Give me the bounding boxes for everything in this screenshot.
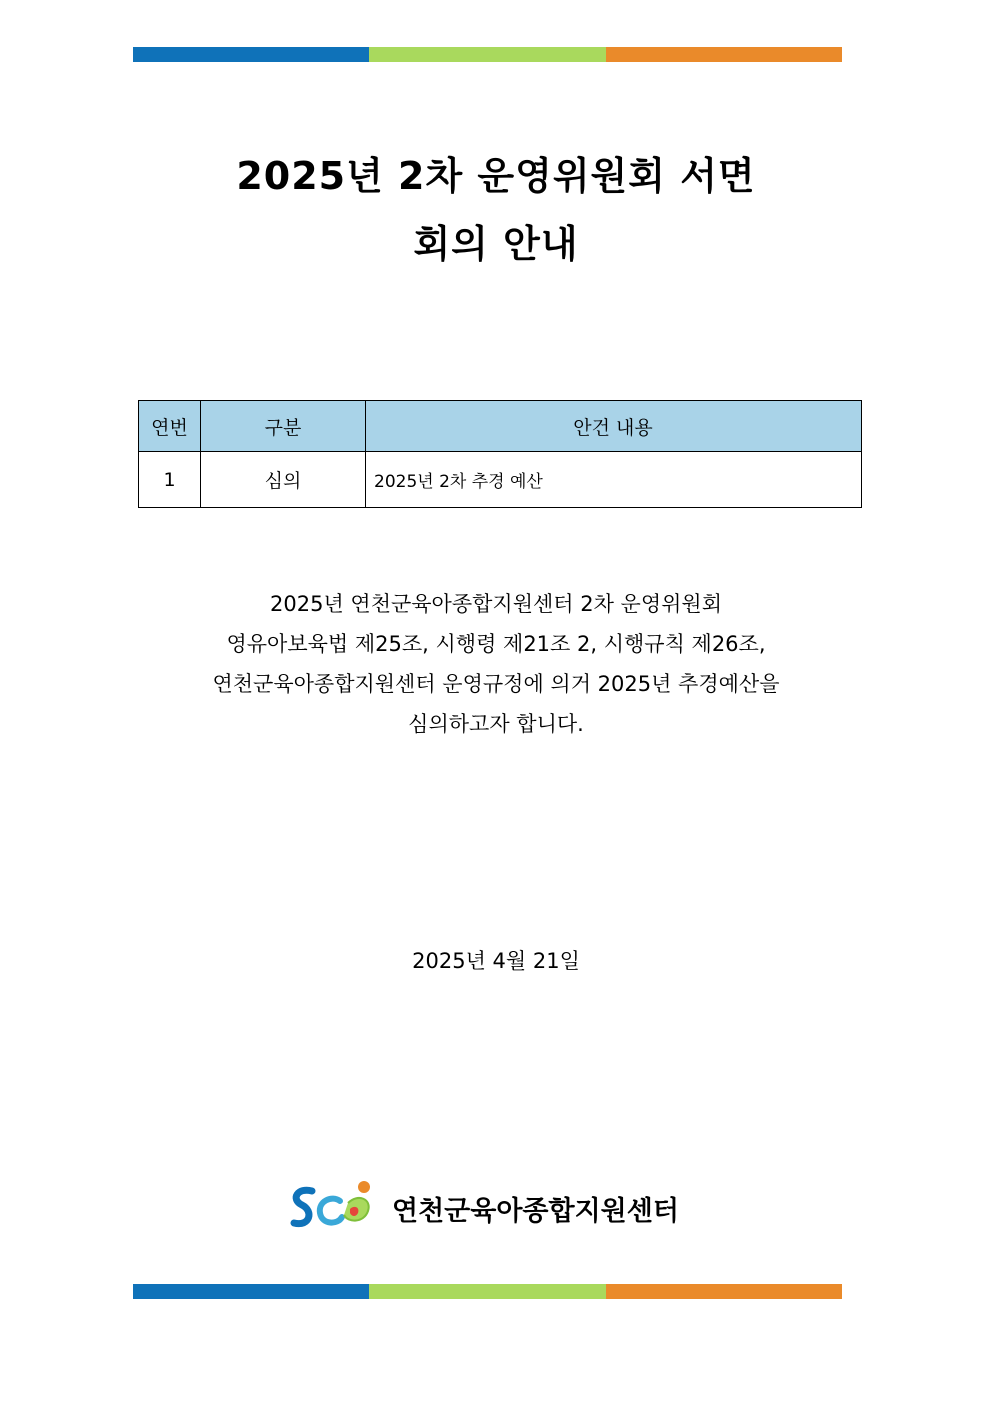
body-paragraph [0, 584, 992, 744]
agenda-table [138, 400, 862, 508]
body-line: 2025년 연천군육아종합지원센터 2차 운영위원회 [270, 592, 722, 616]
center-logo [288, 1177, 688, 1235]
bar-segment-blue [133, 47, 369, 62]
bar-segment-orange [606, 47, 842, 62]
bar-segment-green [369, 1284, 605, 1299]
header-category: 구분 [201, 401, 366, 452]
table-row [139, 452, 862, 508]
bar-segment-blue [133, 1284, 369, 1299]
document-date: 2025년 4월 21일 [412, 949, 580, 973]
center-logo-icon [288, 1177, 378, 1235]
body-line: 영유아보육법 제25조, 시행령 제21조 2, 시행규칙 제26조, [226, 632, 766, 656]
cell-no: 1 [139, 452, 201, 508]
document-title-line2: 회의 안내 [413, 222, 579, 266]
top-color-bar [133, 47, 842, 62]
header-content: 안건 내용 [366, 401, 862, 452]
cell-category: 심의 [201, 452, 366, 508]
body-line: 심의하고자 합니다. [408, 712, 584, 736]
bar-segment-orange [606, 1284, 842, 1299]
center-name: 연천군육아종합지원센터 [392, 1196, 679, 1227]
body-line: 연천군육아종합지원센터 운영규정에 의거 2025년 추경예산을 [212, 672, 780, 696]
bar-segment-green [369, 47, 605, 62]
table-header-row [139, 401, 862, 452]
bottom-color-bar [133, 1284, 842, 1299]
cell-content: 2025년 2차 추경 예산 [366, 452, 862, 508]
header-no: 연번 [139, 401, 201, 452]
document-title-line1: 2025년 2차 운영위원회 서면 [236, 154, 756, 198]
